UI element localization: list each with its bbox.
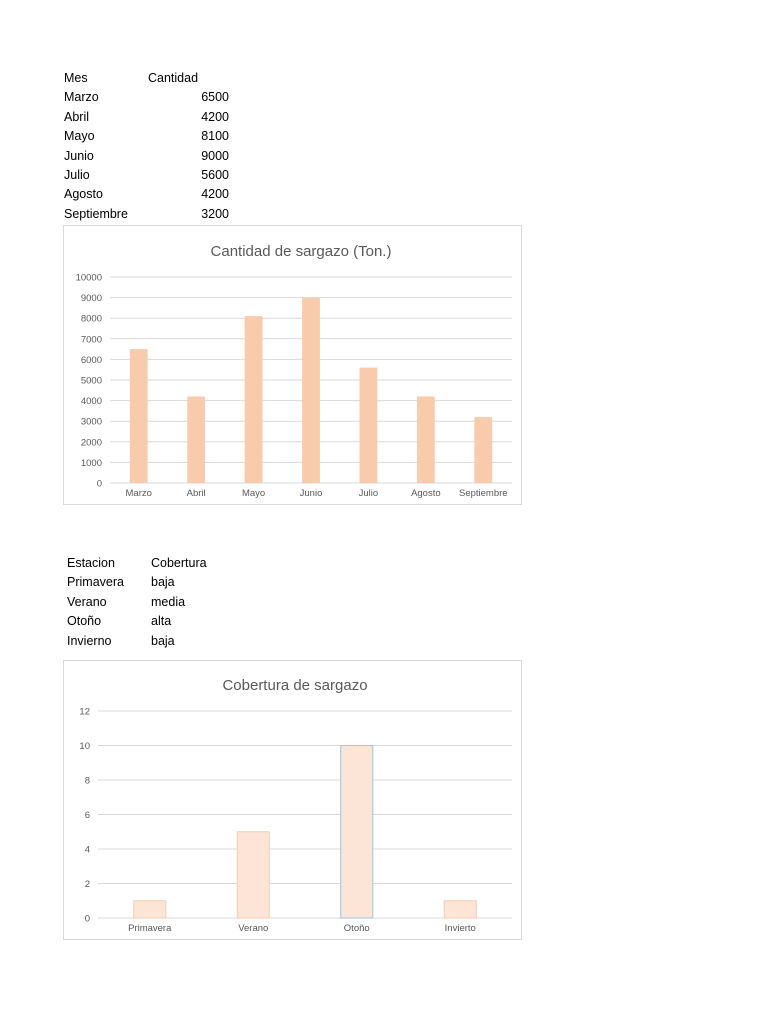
x-tick-label: Verano	[238, 923, 269, 934]
y-tick-label: 8000	[80, 313, 102, 325]
table-cell-value: 9000	[201, 148, 229, 163]
table-cell-label: Septiembre	[64, 206, 128, 221]
y-tick-label: 4000	[80, 396, 102, 408]
x-tick-label: Septiembre	[458, 488, 508, 499]
quantity-chart-frame	[63, 225, 522, 505]
table-header-row	[64, 69, 244, 88]
table-row	[64, 127, 244, 146]
x-tick-label: Agosto	[411, 488, 441, 499]
chart-title: Cobertura de sargazo	[222, 677, 368, 694]
bar	[474, 417, 492, 483]
table-cell-label: Primavera	[67, 575, 124, 590]
y-tick-label: 3000	[80, 416, 102, 428]
table-cell-label: Invierno	[67, 633, 112, 648]
column-header: Cobertura	[151, 556, 207, 570]
y-tick-label: 5000	[80, 375, 102, 387]
table-cell-value: 6500	[201, 90, 229, 105]
x-tick-label: Otoño	[343, 923, 370, 934]
y-tick-label: 7000	[80, 334, 102, 346]
table-cell-label: Otoño	[67, 614, 102, 629]
bar	[130, 349, 148, 483]
table-header-row	[67, 554, 247, 573]
y-tick-label: 6	[84, 810, 90, 821]
table-row	[64, 205, 244, 224]
table-cell-value: 4200	[201, 109, 229, 124]
table-row	[64, 147, 244, 166]
bar	[341, 746, 373, 919]
table-cell-value: baja	[151, 575, 175, 590]
table-cell-value: alta	[151, 614, 172, 629]
y-tick-label: 2000	[80, 437, 102, 449]
table-cell-value: 8100	[201, 129, 229, 144]
x-tick-label: Invierto	[444, 923, 476, 934]
table-row	[67, 593, 247, 612]
table-cell-label: Julio	[64, 168, 90, 182]
table-cell-label: Verano	[67, 594, 107, 609]
coverage-bar-chart	[64, 661, 521, 939]
monthly-quantity-table	[64, 69, 244, 224]
column-header: Mes	[64, 71, 88, 85]
y-tick-label: 0	[96, 478, 102, 490]
table-cell-label: Abril	[64, 109, 90, 124]
table-row	[64, 108, 244, 127]
table-cell-value: 3200	[201, 206, 229, 221]
bar	[237, 832, 269, 918]
table-cell-value: media	[151, 594, 186, 609]
column-header: Estacion	[67, 556, 115, 570]
y-tick-label: 12	[79, 706, 90, 718]
table-row	[67, 612, 247, 631]
table-cell-value: baja	[151, 633, 175, 648]
table-row	[64, 185, 244, 204]
y-tick-label: 8	[84, 775, 90, 787]
y-tick-label: 6000	[80, 354, 102, 366]
y-tick-label: 9000	[80, 293, 102, 305]
bar	[302, 298, 320, 483]
bar	[444, 901, 476, 918]
bar	[134, 901, 166, 918]
bar	[187, 396, 205, 483]
y-tick-label: 0	[84, 913, 90, 925]
x-tick-label: Julio	[358, 488, 379, 499]
y-tick-label: 10000	[75, 272, 102, 284]
quantity-bar-chart	[64, 226, 521, 504]
table-cell-label: Junio	[64, 148, 94, 163]
table-cell-value: 4200	[201, 187, 229, 202]
bar	[245, 316, 263, 483]
x-tick-label: Abril	[186, 488, 206, 499]
table-cell-label: Agosto	[64, 187, 103, 202]
table-row	[64, 166, 244, 185]
chart-title: Cantidad de sargazo (Ton.)	[210, 243, 392, 260]
table-cell-label: Mayo	[64, 129, 95, 144]
table-row	[67, 573, 247, 592]
y-tick-label: 1000	[80, 457, 102, 469]
table-cell-label: Marzo	[64, 90, 99, 105]
table-cell-value: 5600	[201, 168, 229, 182]
y-tick-label: 4	[84, 844, 90, 856]
x-tick-label: Mayo	[241, 488, 266, 499]
x-tick-label: Primavera	[128, 923, 172, 934]
table-row	[64, 88, 244, 107]
y-tick-label: 2	[84, 879, 90, 890]
table-row	[67, 632, 247, 651]
coverage-chart-frame	[63, 660, 522, 940]
bar	[360, 368, 378, 483]
x-tick-label: Junio	[299, 488, 323, 499]
season-coverage-table	[67, 554, 247, 654]
x-tick-label: Marzo	[125, 488, 152, 499]
column-header: Cantidad	[148, 71, 199, 85]
y-tick-label: 10	[79, 741, 90, 752]
bar	[417, 396, 435, 483]
